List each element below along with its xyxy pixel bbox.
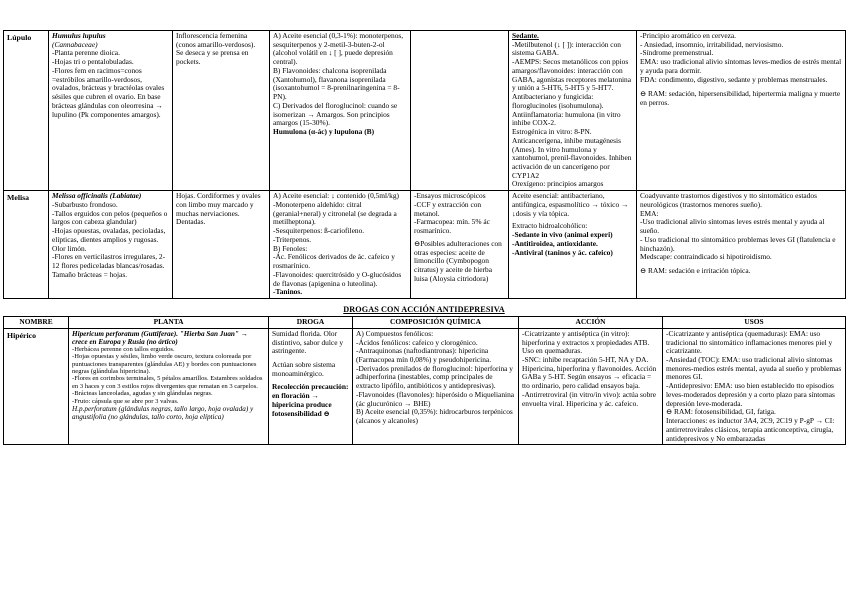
melisa-ensayos (411, 191, 509, 299)
col-header-composicion: COMPOSICIÓN QUÍMICA (353, 317, 519, 329)
hiperico-accion (519, 328, 663, 445)
melisa-comp-line: -Flavonoides: quercitrósido y O-glucósidos de flavonas (apigenina o luteolina). (273, 269, 402, 288)
lupulo-planta-line: -Flores fem en racimos=conos =estróbilos amarillo-verdosos, ovalados, brácteas y bractéolas ovales sésiles que cubren el ovario. En base brácteas glándulas con oleorresina → lupulino (Pk componentes amargos). (52, 65, 165, 119)
hiperico-planta-line: Hipericum perforatum (Guttiferae). "Hierba San Juan" → crece en Europa y Rusia (no ártico) (72, 329, 248, 346)
melisa-accion-line: Aceite esencial: antibacteriano, antifúngica, espasmolítico → tóxico → ↓dosis y vía tópica. (512, 191, 629, 218)
hiperico-droga-line: Recolección precaución: en floración → hipericina produce fotosensibilidad ⊖ (272, 382, 349, 418)
hiperico-droga (269, 328, 353, 445)
melisa-accion-line: -Antiviral (taninos y ác. cafeico) (512, 247, 613, 257)
lupulo-accion-line: Sedante. (512, 31, 539, 40)
lupulo-droga-line: Inflorescencia femenina (conos amarillo-verdosos). (176, 31, 256, 49)
col-header-planta: PLANTA (69, 317, 269, 329)
melisa-comp-line: A) Aceite esencial: ↓ contenido (0,5ml/kg) (273, 191, 400, 201)
lupulo-usos-line: -Síndrome premenstrual. (640, 48, 714, 58)
lupulo-ensayos (411, 31, 509, 191)
melisa-usos (637, 191, 846, 299)
lupulo-usos-line: ⊖ RAM: sedación, hipersensibilidad, hipertermia maligna y muerte en perros. (640, 89, 841, 108)
lupulo-name: Lúpulo (4, 31, 49, 191)
hiperico-usos-line: Interacciones: es inductor 3A4, 2C9, 2C19 y P-gP → CI: antirretrovirales clásicos, terapia anticonceptiva, cirugía, antidepresivos y No embarazadas (666, 416, 835, 443)
lupulo-comp-line: C) Derivados del floroglucinol: cuando se isomerizan → Amargos. Son principios amargos (15-30%). (273, 100, 398, 128)
hiperico-comp-line: -Derivados prenilados de floroglucinol: hiperforina y adhiperforina (inestables, comp principales de extracto lipófilo, antibióticos y antidepresivas). (356, 363, 514, 391)
hiperico-usos (663, 328, 846, 445)
melisa-ensayos-line: ⊖Posibles adulteraciones con otras especies: aceite de limoncillo (Cymbopogon citratus) y aceite de hierba luisa (Aloysia citriodora) (414, 238, 502, 283)
hiperico-name: Hipérico (4, 328, 69, 445)
melisa-planta (49, 191, 173, 299)
melisa-name: Melisa (4, 191, 49, 299)
lupulo-usos (637, 31, 846, 191)
melisa-usos-line: Coadyuvante trastornos digestivos y tto sintomático estados neurológicos (trastornos menores sueño). (640, 191, 817, 209)
melisa-planta-line: -Hojas opuestas, ovaladas, pecioladas, elípticas, dientes amplios y rugosas. Olor limón. (52, 226, 166, 253)
lupulo-planta-line: (Cannabaceae) (52, 39, 98, 49)
melisa-ensayos-line: -Farmacopea: mín. 5% ác rosmarínico. (414, 217, 490, 236)
melisa-planta-line: -Flores en verticilastros irregulares, 2-12 flores pediceladas blancas/rosadas. Tamaño brácteas = hojas. (52, 252, 166, 279)
hiperico-planta-line: -Brácteas lanceoladas, agudas y sin glándulas negras. (72, 390, 213, 398)
melisa-comp-line: -Triterpenos. (273, 234, 312, 244)
hiperico-comp-line: -Flavonoides (flavonoles): hiperósido o Miquelianina (ác glucurónico → BHE) (356, 389, 515, 408)
melisa-accion-line: -Sedante in vivo (animal experi) (512, 230, 613, 240)
table-row-hiperico (4, 328, 846, 445)
hiperico-usos-line: -Ansiedad (TOC): EMA: uso tradicional alivio síntomas menores-medios estrés mental, ayuda al sueño y problemas menores GI. (666, 354, 842, 382)
melisa-accion (509, 191, 637, 299)
melisa-droga (173, 191, 270, 299)
melisa-planta-line: -Subarbusto frondoso. (52, 199, 118, 209)
hiperico-planta-line: -Flores en corimbos terminales, 5 pétalos amarillos. Estambres soldados en 3 haces y con 3 estilos rojos divergentes que rematan en 3 carpelos. (72, 375, 263, 390)
hiperico-droga-line: Actúan sobre sistema monoaminérgico. (272, 359, 336, 378)
melisa-droga-line: Hojas. Cordiformes y ovales con limbo muy marcado y muchas nerviaciones. Dentadas. (176, 191, 261, 227)
hiperico-usos-line: -Antidepresivo: EMA: uso bien establecido tto episodios leves-moderados depresión y a corto plazo para síntomas depresión leve-moderada. (666, 381, 835, 408)
document-page (3, 30, 845, 445)
lupulo-usos-line: EMA: uso tradicional alivio síntomas leves-medios de estrés mental y ayuda para dormir. (640, 57, 842, 75)
hiperico-accion-line: -Antirretroviral (in vitro/in vivo): actúa sobre envuelta viral. Hipericina y ác. cafeico. (522, 389, 657, 408)
melisa-comp-line: -Monoterpeno aldehído: citral (geranial+neral) y citronelal (se degrada a metilheptona). (273, 199, 397, 227)
table-row-melisa (4, 191, 846, 299)
hiperico-comp-line: -Ácidos fenólicos: cafeico y clorogénico. (356, 337, 478, 347)
lupulo-accion-line: Antiinflamatoria: humulona (in vitro inhibe COX-2. (512, 109, 621, 128)
lupulo-planta-line: -Planta perenne dioica. (52, 48, 120, 58)
table-sedantes (3, 30, 846, 299)
melisa-accion-line: -Antitiroidea, antioxidante. (512, 238, 598, 248)
melisa-comp-line: -Taninos. (273, 287, 303, 297)
hiperico-planta-line: -Herbácea perenne con tallos erguidos. (72, 345, 175, 353)
hiperico-droga-line: Sumidad florida. Olor distintivo, sabor dulce y astringente. (272, 328, 344, 356)
col-header-usos: USOS (663, 317, 846, 329)
table-row-lupulo (4, 31, 846, 191)
lupulo-accion-line: Orexígeno: principios amargos (512, 179, 604, 189)
melisa-composicion (270, 191, 411, 299)
melisa-ensayos-line: -Ensayos microscópicos (414, 191, 486, 201)
lupulo-droga-line: Se deseca y se prensa en pockets. (176, 48, 249, 67)
melisa-comp-line: B) Fenoles: (273, 243, 308, 253)
lupulo-usos-line: - Ansiedad, insomnio, irritabilidad, nerviosismo. (640, 39, 784, 49)
lupulo-composicion (270, 31, 411, 191)
lupulo-planta (49, 31, 173, 191)
lupulo-accion-line: Estrogénica in vitro: 8-PN. (512, 127, 592, 137)
lupulo-usos-line: FDA: condimento, digestivo, sedante y problemas menstruales. (640, 74, 828, 84)
lupulo-usos-line: -Principio aromático en cerveza. (640, 31, 737, 40)
hiperico-composicion (353, 328, 519, 445)
hiperico-comp-line: B) Aceite esencial (0,35%): hidrocarburos terpénicos (alcanos y alcanoles) (356, 407, 513, 426)
hiperico-usos-line: ⊖ RAM: fotosensibilidad, GI, fatiga. (666, 407, 776, 417)
hiperico-comp-line: A) Compuestos fenólicos: (356, 328, 434, 338)
melisa-usos-line: Medscape: contraindicado si hipotiroidismo. (640, 252, 772, 262)
hiperico-planta-line: -Hojas opuestas y sésiles, limbo verde oscuro, textura coloreada por puntuaciones transparentes (glándulas AE) y bordes con puntuaciones negras (glándulas hipericina). (72, 353, 257, 376)
lupulo-droga (173, 31, 270, 191)
table-antidepresiva (3, 316, 846, 445)
lupulo-comp-line: A) Aceite esencial (0,3-1%): monoterpenos, sesquiterpenos y 2-metil-3-buten-2-ol (alcohol volátil en ↓ [ ], puede depresión central). (273, 31, 404, 67)
melisa-planta-line: Melissa officinalis (Labiatae) (52, 191, 142, 201)
lupulo-accion-line: -AEMPS: Secos metanólicos con ppios amargos/flavonoides: interacción con GABA, agonistas receptores melatonina y unión a 5-HT6, 5-HT5 y 5-HT7. (512, 57, 632, 93)
table-header-row (4, 317, 846, 329)
hiperico-planta (69, 328, 269, 445)
melisa-planta-line: -Tallos erguidos con pelos (pequeños o largos con cabeza glandular) (52, 208, 168, 227)
lupulo-comp-line: Humulona (α-ác) y lupulona (B) (273, 127, 375, 137)
lupulo-planta-line: Humulus lupulus (52, 31, 106, 40)
lupulo-accion (509, 31, 637, 191)
lupulo-accion-line: Antibacteriano y fungicida: floroglucinoles (isohumulona). (512, 92, 604, 110)
col-header-droga: DROGA (269, 317, 353, 329)
melisa-usos-line: - Uso tradicional tto sintomático problemas leves GI (flatulencia e hinchazón). (640, 234, 836, 253)
lupulo-accion-line: -Metilbutenol (↓ [ ]): interacción con sistema GABA. (512, 39, 621, 58)
melisa-comp-line: -Ác. Fenólicos derivados de ác. cafeico y rosmarínico. (273, 252, 395, 271)
melisa-usos-line: ⊖ RAM: sedación e irritación tópica. (640, 266, 751, 276)
melisa-usos-line: EMA: (640, 208, 659, 218)
hiperico-accion-line: -Cicatrizante y antiséptica (in vitro): hiperforina y extractos x propiedades ATB. Uso en quemaduras. (522, 328, 650, 356)
melisa-ensayos-line: -CCF y extracción con metanol. (414, 199, 482, 218)
section-title: DROGAS CON ACCIÓN ANTIDEPRESIVA (343, 305, 505, 315)
col-header-accion: ACCIÓN (519, 317, 663, 329)
lupulo-planta-line: -Hojas tri o pentalobuladas. (52, 57, 134, 67)
hiperico-planta-line: H.p.perforatum (glándulas negras, tallo largo, hoja ovalada) y angustifolia (no glándulas, tallo corto, hoja elíptica) (72, 404, 254, 421)
lupulo-accion-line: Anticancerígena, inhibe mutagénesis (Ames). In vitro humulona y xantohumol, prenil-flavonoides. Inhiben activación de un cancerígeno por CYP1A2 (512, 135, 632, 180)
col-header-nombre: NOMBRE (4, 317, 69, 329)
melisa-comp-line: -Sesquiterpenos: ß-cariofileno. (273, 226, 365, 236)
hiperico-usos-line: -Cicatrizante y antiséptica (quemaduras): EMA: uso tradicional tto sintomático inflamaciones menores piel y cicatrizante. (666, 328, 833, 356)
melisa-usos-line: -Uso tradicional alivio síntomas leves estrés mental y ayuda al sueño. (640, 217, 825, 236)
hiperico-comp-line: -Antraquinonas (naftodiantronas): hipericina (Farmacopea mín 0,08%) y pseudohipericina. (356, 346, 492, 364)
melisa-accion-line: Extracto hidroalcohólico: (512, 221, 588, 231)
hiperico-accion-line: -SNC: inhibe recaptación 5-HT, NA y DA. Hipericina, hiperforina y flavonoides. Acción GABa y 5-HT. Según ensayos → eficacia = tto ordinario, pero calidad ensayos baja. (522, 354, 657, 391)
hiperico-planta-line: -Fruto: cápsula que se abre por 3 valvas. (72, 397, 179, 405)
lupulo-comp-line: B) Flavonoides: chalcona isoprenilada (Xantohumol), flavanona isoprenilada (isoxantohumol = 8-prenilnaringenina = 8-PN). (273, 65, 400, 102)
